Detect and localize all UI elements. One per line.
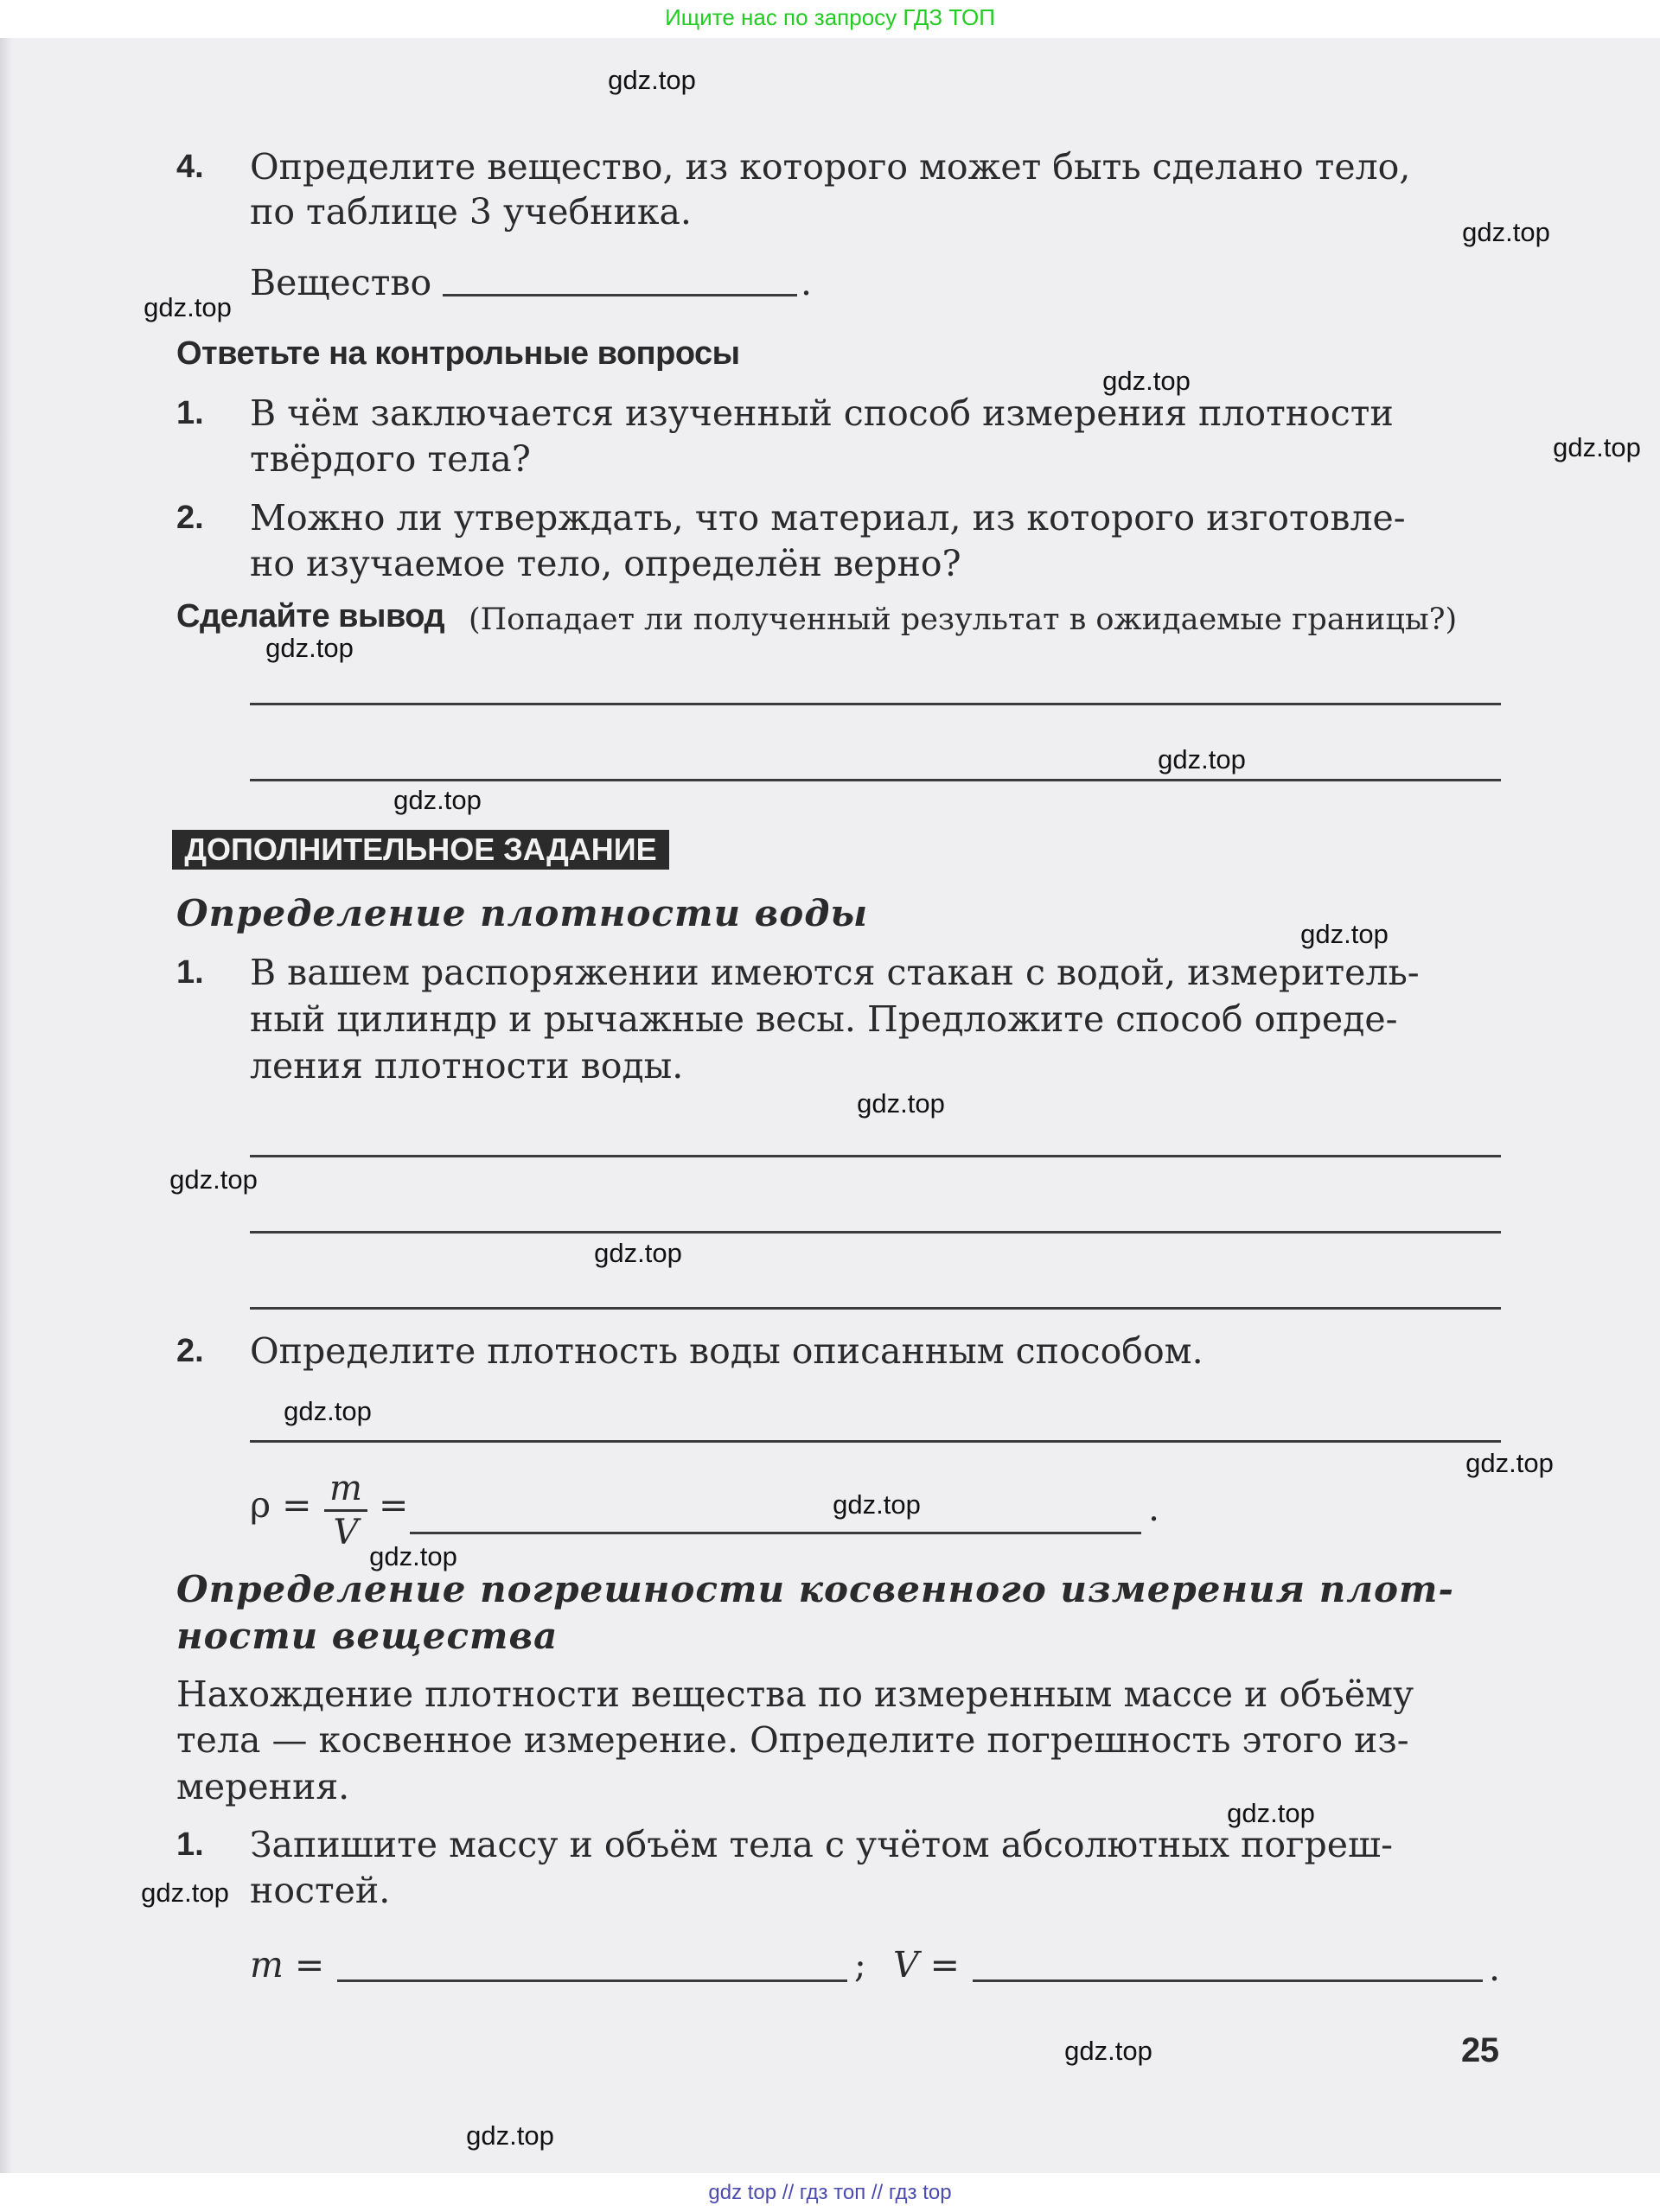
watermark: gdz.top: [144, 292, 232, 322]
answer-line[interactable]: [250, 1440, 1501, 1443]
subsection-heading: Определение погрешности косвенного измерения плот-: [176, 1568, 1454, 1610]
answer-line[interactable]: [250, 1307, 1501, 1310]
question-text: ный цилиндр и рычажные весы. Предложите способ опреде-: [250, 998, 1398, 1040]
formula-equals: =: [379, 1484, 409, 1526]
answer-end: .: [1489, 1947, 1501, 1989]
extra-task-badge: ДОПОЛНИТЕЛЬНОЕ ЗАДАНИЕ: [172, 830, 669, 870]
watermark: gdz.top: [393, 785, 482, 815]
watermark: gdz.top: [857, 1088, 945, 1119]
watermark: gdz.top: [369, 1541, 457, 1571]
answer-line[interactable]: [410, 1532, 1141, 1534]
watermark: gdz.top: [169, 1164, 258, 1195]
answer-line[interactable]: [250, 703, 1501, 705]
formula-fraction: [324, 1469, 367, 1552]
watermark: gdz.top: [1462, 217, 1550, 247]
watermark: gdz.top: [1227, 1798, 1315, 1828]
footer-links[interactable]: gdz top // гдз топ // гдз top: [0, 2173, 1660, 2212]
question-text: Определите плотность воды описанным способом.: [250, 1330, 1204, 1372]
mass-label: m =: [250, 1944, 325, 1986]
question-text: ностей.: [250, 1870, 391, 1911]
conclusion-label: Сделайте вывод: [176, 598, 445, 634]
section-heading: Ответьте на контрольные вопросы: [176, 335, 740, 372]
watermark: gdz.top: [833, 1489, 921, 1520]
watermark: gdz.top: [284, 1396, 372, 1426]
separator: ;: [854, 1944, 866, 1986]
volume-label: V =: [893, 1944, 960, 1986]
formula-rho: ρ =: [250, 1484, 312, 1526]
task-text: Определите вещество, из которого может быть сделано тело,: [250, 146, 1411, 188]
fraction-bar: [324, 1509, 367, 1512]
answer-label: Вещество: [250, 262, 432, 303]
paragraph-text: тела — косвенное измерение. Определите погрешность этого из-: [176, 1719, 1409, 1761]
paragraph-text: Нахождение плотности вещества по измеренным массе и объёму: [176, 1673, 1414, 1715]
mass-answer-line[interactable]: [337, 1979, 847, 1982]
watermark: gdz.top: [1300, 919, 1389, 949]
search-banner[interactable]: Ищите нас по запросу ГДЗ ТОП: [665, 4, 995, 30]
question-text: В вашем распоряжении имеются стакан с водой, измеритель-: [250, 952, 1420, 993]
answer-end: .: [801, 262, 813, 303]
question-text: твёрдого тела?: [250, 438, 531, 480]
question-number: 2.: [176, 500, 204, 536]
watermark: gdz.top: [594, 1238, 682, 1268]
volume-answer-line[interactable]: [973, 1979, 1483, 1982]
question-text: но изучаемое тело, определён верно?: [250, 543, 961, 584]
watermark: gdz.top: [1158, 744, 1246, 775]
conclusion-hint: (Попадает ли полученный результат в ожидаемые границы?): [469, 602, 1458, 637]
question-number: 1.: [176, 1826, 204, 1863]
subsection-heading: Определение плотности воды: [176, 892, 869, 934]
question-text: В чём заключается изученный способ измерения плотности: [250, 392, 1394, 434]
watermark: gdz.top: [1465, 1448, 1554, 1478]
page-number: 25: [1461, 2031, 1499, 2069]
question-text: Можно ли утверждать, что материал, из которого изготовле-: [250, 497, 1406, 539]
answer-line[interactable]: [443, 294, 797, 296]
answer-line[interactable]: [250, 1155, 1501, 1157]
watermark: gdz.top: [265, 633, 354, 663]
question-number: 1.: [176, 954, 204, 991]
watermark: gdz.top: [608, 65, 696, 95]
answer-line[interactable]: [250, 1231, 1501, 1233]
paragraph-text: мерения.: [176, 1766, 350, 1807]
question-text: ления плотности воды.: [250, 1045, 684, 1087]
page-binding-shadow: [0, 38, 12, 2173]
watermark: gdz.top: [466, 2120, 554, 2151]
watermark: gdz.top: [1553, 432, 1641, 462]
answer-line[interactable]: [250, 779, 1501, 781]
task-text: по таблице 3 учебника.: [250, 191, 692, 233]
question-number: 1.: [176, 395, 204, 431]
formula-end: .: [1148, 1488, 1160, 1529]
watermark: gdz.top: [141, 1877, 229, 1908]
watermark: gdz.top: [1102, 366, 1191, 396]
question-text: Запишите массу и объём тела с учётом абсолютных погреш-: [250, 1824, 1394, 1865]
task-number: 4.: [176, 149, 204, 185]
question-number: 2.: [176, 1333, 204, 1369]
watermark: gdz.top: [1064, 2036, 1152, 2066]
fraction-numerator: m: [329, 1469, 362, 1508]
fraction-denominator: V: [333, 1513, 359, 1552]
subsection-heading: ности вещества: [176, 1615, 559, 1657]
